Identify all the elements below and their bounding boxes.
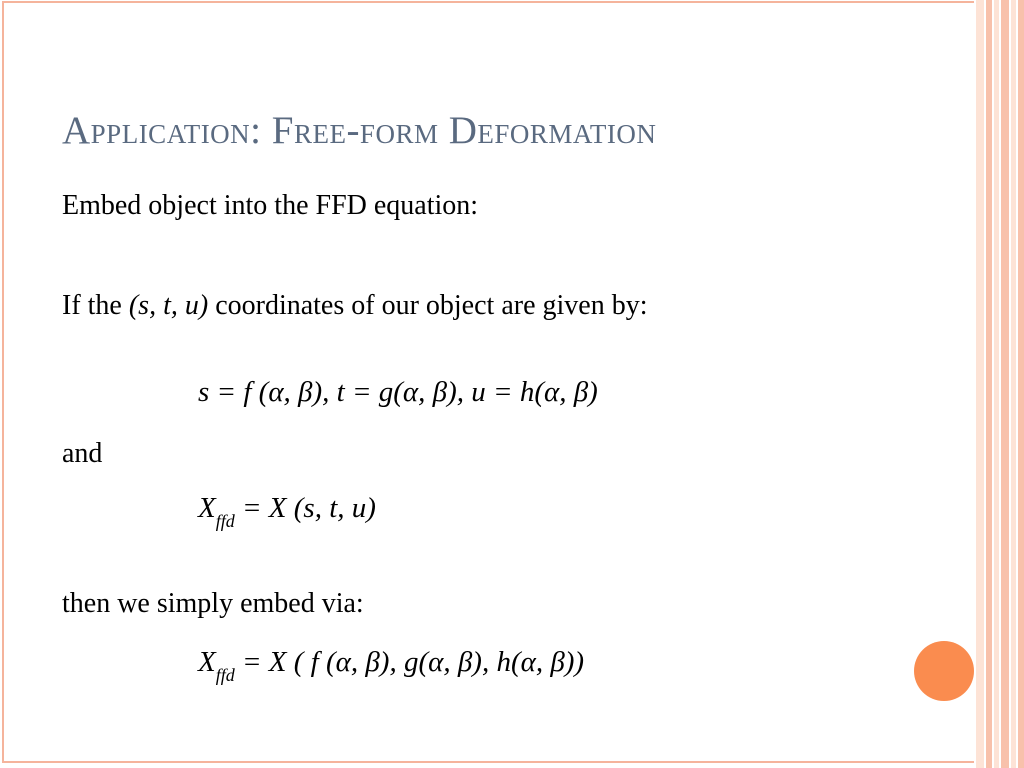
math-symbol-x: X — [198, 492, 216, 524]
decor-stripe — [986, 0, 992, 768]
math-rhs: = X ( f (α, β), g(α, β), h(α, β)) — [234, 646, 585, 678]
decor-stripe — [1011, 0, 1016, 768]
text-fragment: If the — [62, 290, 129, 321]
slide-title: Application: Free-form Deformation — [62, 109, 657, 152]
equation-embedded — [198, 646, 584, 686]
accent-circle — [914, 641, 974, 701]
math-subscript-ffd: ffd — [215, 665, 235, 685]
coords-tuple: (s, t, u) — [128, 290, 209, 321]
text-fragment: coordinates of our object are given by: — [208, 290, 648, 321]
text-line-coordinates — [62, 290, 647, 322]
math-symbol-x: X — [198, 646, 216, 678]
math-rhs: = X (s, t, u) — [234, 492, 376, 524]
decor-stripe — [976, 0, 984, 768]
equation-xffd — [198, 492, 376, 532]
decor-stripe — [1001, 0, 1009, 768]
equation-parametric: s = f (α, β), t = g(α, β), u = h(α, β) — [198, 376, 598, 408]
text-line-embed: Embed object into the FFD equation: — [62, 190, 479, 221]
text-line-and: and — [62, 438, 103, 469]
decor-stripe — [1018, 0, 1024, 768]
text-line-embed-via: then we simply embed via: — [62, 588, 364, 619]
decor-stripe — [994, 0, 999, 768]
math-subscript-ffd: ffd — [215, 511, 235, 531]
